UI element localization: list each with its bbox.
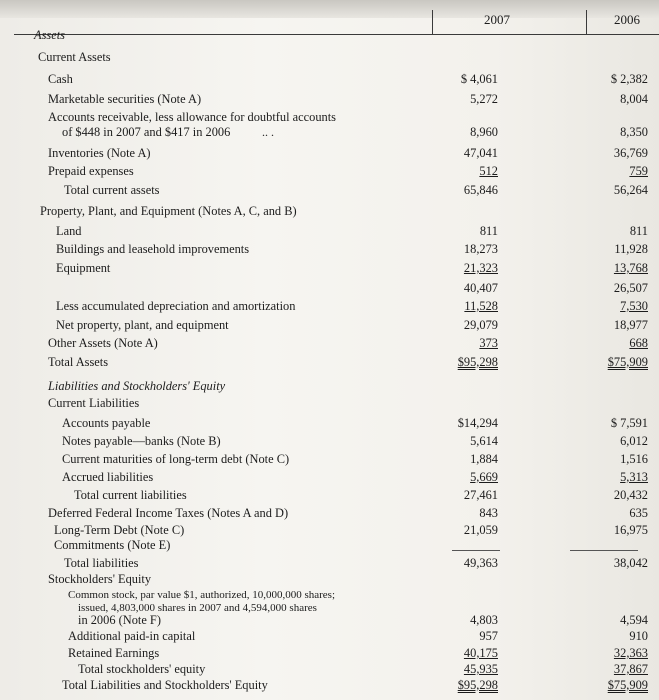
row-total-liabilities	[0, 556, 659, 572]
value-2007: 40,407	[463, 281, 498, 295]
value-2006: 1,516	[620, 452, 648, 466]
row-label: Total current liabilities	[74, 488, 187, 502]
row-label: of $448 in 2007 and $417 in 2006	[62, 125, 231, 139]
value-2006: $ 2,382	[610, 72, 648, 86]
row-label: Additional paid-in capital	[68, 629, 196, 643]
value-2007: 843	[479, 506, 498, 520]
row-inventories	[0, 146, 659, 162]
value-2006: 16,975	[613, 523, 648, 537]
section-assets	[0, 28, 659, 44]
value-2006: 11,928	[614, 242, 648, 256]
value-2006: 36,769	[613, 146, 648, 160]
value-2007: $95,298	[457, 678, 498, 692]
column-header-2006: 2006	[614, 12, 640, 27]
row-label: Accrued liabilities	[62, 470, 154, 484]
row-accrued-liabilities	[0, 470, 659, 486]
value-2007: $ 4,061	[460, 72, 498, 86]
value-2006: 26,507	[613, 281, 648, 295]
row-retained-earnings	[0, 646, 659, 662]
row-land	[0, 224, 659, 240]
value-2006: 4,594	[620, 613, 648, 627]
row-accounts-receivable-1	[0, 110, 659, 126]
row-label: Current Assets	[38, 50, 111, 64]
value-2006: 20,432	[613, 488, 648, 502]
row-label: Equipment	[56, 261, 111, 275]
value-2006: $75,909	[607, 355, 648, 369]
value-2007: 1,884	[470, 452, 498, 466]
row-label: Current Liabilities	[48, 396, 140, 410]
value-2006: 811	[629, 224, 648, 238]
row-label: Deferred Federal Income Taxes (Notes A and D)	[48, 506, 289, 520]
section-ppe	[0, 204, 659, 220]
row-total-assets	[0, 355, 659, 371]
row-total-stockholders-equity	[0, 662, 659, 678]
row-label: Property, Plant, and Equipment (Notes A, C, and B)	[40, 204, 297, 218]
value-2006: 13,768	[613, 261, 648, 275]
row-label: in 2006 (Note F)	[78, 613, 161, 627]
value-2006: 6,012	[620, 434, 648, 448]
leader-dots: .. .	[262, 125, 274, 139]
row-label: Total current assets	[64, 183, 160, 197]
value-2007: $14,294	[457, 416, 498, 430]
row-common-stock-3	[0, 613, 659, 629]
value-2007: 21,059	[463, 523, 498, 537]
row-accounts-payable	[0, 416, 659, 432]
row-commitments	[0, 538, 659, 554]
row-label: Total Assets	[48, 355, 109, 369]
row-deferred-taxes	[0, 506, 659, 522]
row-ppe-subtotal	[0, 281, 659, 297]
row-label: Total stockholders' equity	[78, 662, 206, 676]
value-2007: 5,272	[470, 92, 498, 106]
value-2007: 957	[479, 629, 498, 643]
section-liabilities-equity	[0, 379, 659, 395]
row-current-maturities	[0, 452, 659, 468]
value-2006: 910	[629, 629, 648, 643]
row-label: Less accumulated depreciation and amortization	[56, 299, 296, 313]
row-label: Common stock, par value $1, authorized, 10,000,000 shares;	[68, 589, 336, 601]
value-2006: 38,042	[613, 556, 648, 570]
value-2007: 5,614	[470, 434, 498, 448]
row-label: Buildings and leasehold improvements	[56, 242, 250, 256]
value-2006: 18,977	[613, 318, 648, 332]
value-2006: 32,363	[613, 646, 648, 660]
row-cash	[0, 72, 659, 88]
column-header-2007: 2007	[484, 12, 510, 27]
value-2006: 7,530	[620, 299, 648, 313]
row-other-assets	[0, 336, 659, 352]
section-current-assets	[0, 50, 659, 66]
row-total-current-liabilities	[0, 488, 659, 504]
value-2007: 18,273	[463, 242, 498, 256]
row-marketable-securities	[0, 92, 659, 108]
value-2006: $75,909	[607, 678, 648, 692]
row-label: Liabilities and Stockholders' Equity	[48, 379, 226, 393]
row-buildings	[0, 242, 659, 258]
row-notes-payable	[0, 434, 659, 450]
value-2006: 8,350	[620, 125, 648, 139]
value-2006: $ 7,591	[610, 416, 648, 430]
value-2007: 8,960	[470, 125, 498, 139]
row-label: Land	[56, 224, 82, 238]
section-stockholders-equity	[0, 572, 659, 588]
value-2007: 47,041	[463, 146, 498, 160]
row-label: Commitments (Note E)	[54, 538, 171, 552]
value-2006: 5,313	[620, 470, 648, 484]
row-label: Total liabilities	[64, 556, 139, 570]
row-equipment	[0, 261, 659, 277]
value-2007: $95,298	[457, 355, 498, 369]
row-prepaid-expenses	[0, 164, 659, 180]
row-label: Other Assets (Note A)	[48, 336, 158, 350]
value-2007: 11,528	[464, 299, 498, 313]
row-accounts-receivable-2	[0, 125, 659, 141]
value-2007: 373	[479, 336, 498, 350]
rule-2006	[570, 550, 638, 551]
row-label: Retained Earnings	[68, 646, 160, 660]
top-shadow	[0, 0, 659, 18]
row-label: issued, 4,803,000 shares in 2007 and 4,594,000 shares	[78, 602, 317, 614]
value-2006: 668	[629, 336, 648, 350]
row-label: Current maturities of long-term debt (Note C)	[62, 452, 290, 466]
row-total-liabilities-and-equity	[0, 678, 659, 694]
value-2007: 5,669	[470, 470, 498, 484]
value-2007: 49,363	[463, 556, 498, 570]
section-current-liabilities	[0, 396, 659, 412]
value-2007: 29,079	[463, 318, 498, 332]
value-2006: 759	[629, 164, 648, 178]
row-total-current-assets	[0, 183, 659, 199]
value-2007: 21,323	[463, 261, 498, 275]
row-label: Inventories (Note A)	[48, 146, 151, 160]
row-label: Total Liabilities and Stockholders' Equity	[62, 678, 268, 692]
row-label: Prepaid expenses	[48, 164, 134, 178]
value-2007: 4,803	[470, 613, 498, 627]
rule-2007	[452, 550, 500, 551]
value-2006: 635	[629, 506, 648, 520]
row-label: Net property, plant, and equipment	[56, 318, 229, 332]
row-label: Long-Term Debt (Note C)	[54, 523, 185, 537]
row-accumulated-depreciation	[0, 299, 659, 315]
value-2007: 811	[479, 224, 498, 238]
value-2007: 45,935	[463, 662, 498, 676]
value-2006: 56,264	[613, 183, 648, 197]
row-label: Stockholders' Equity	[48, 572, 152, 586]
row-label: Cash	[48, 72, 73, 86]
row-label: Accounts receivable, less allowance for doubtful accounts	[48, 110, 336, 124]
row-label: Notes payable—banks (Note B)	[62, 434, 221, 448]
value-2007: 65,846	[463, 183, 498, 197]
value-2007: 512	[479, 164, 498, 178]
row-long-term-debt	[0, 523, 659, 539]
row-label: Marketable securities (Note A)	[48, 92, 202, 106]
value-2007: 27,461	[463, 488, 498, 502]
value-2006: 8,004	[620, 92, 648, 106]
value-2006: 37,867	[613, 662, 648, 676]
row-label: Accounts payable	[62, 416, 151, 430]
value-2007: 40,175	[463, 646, 498, 660]
row-label: Assets	[34, 28, 65, 42]
row-net-ppe	[0, 318, 659, 334]
row-additional-paid-in-capital	[0, 629, 659, 645]
